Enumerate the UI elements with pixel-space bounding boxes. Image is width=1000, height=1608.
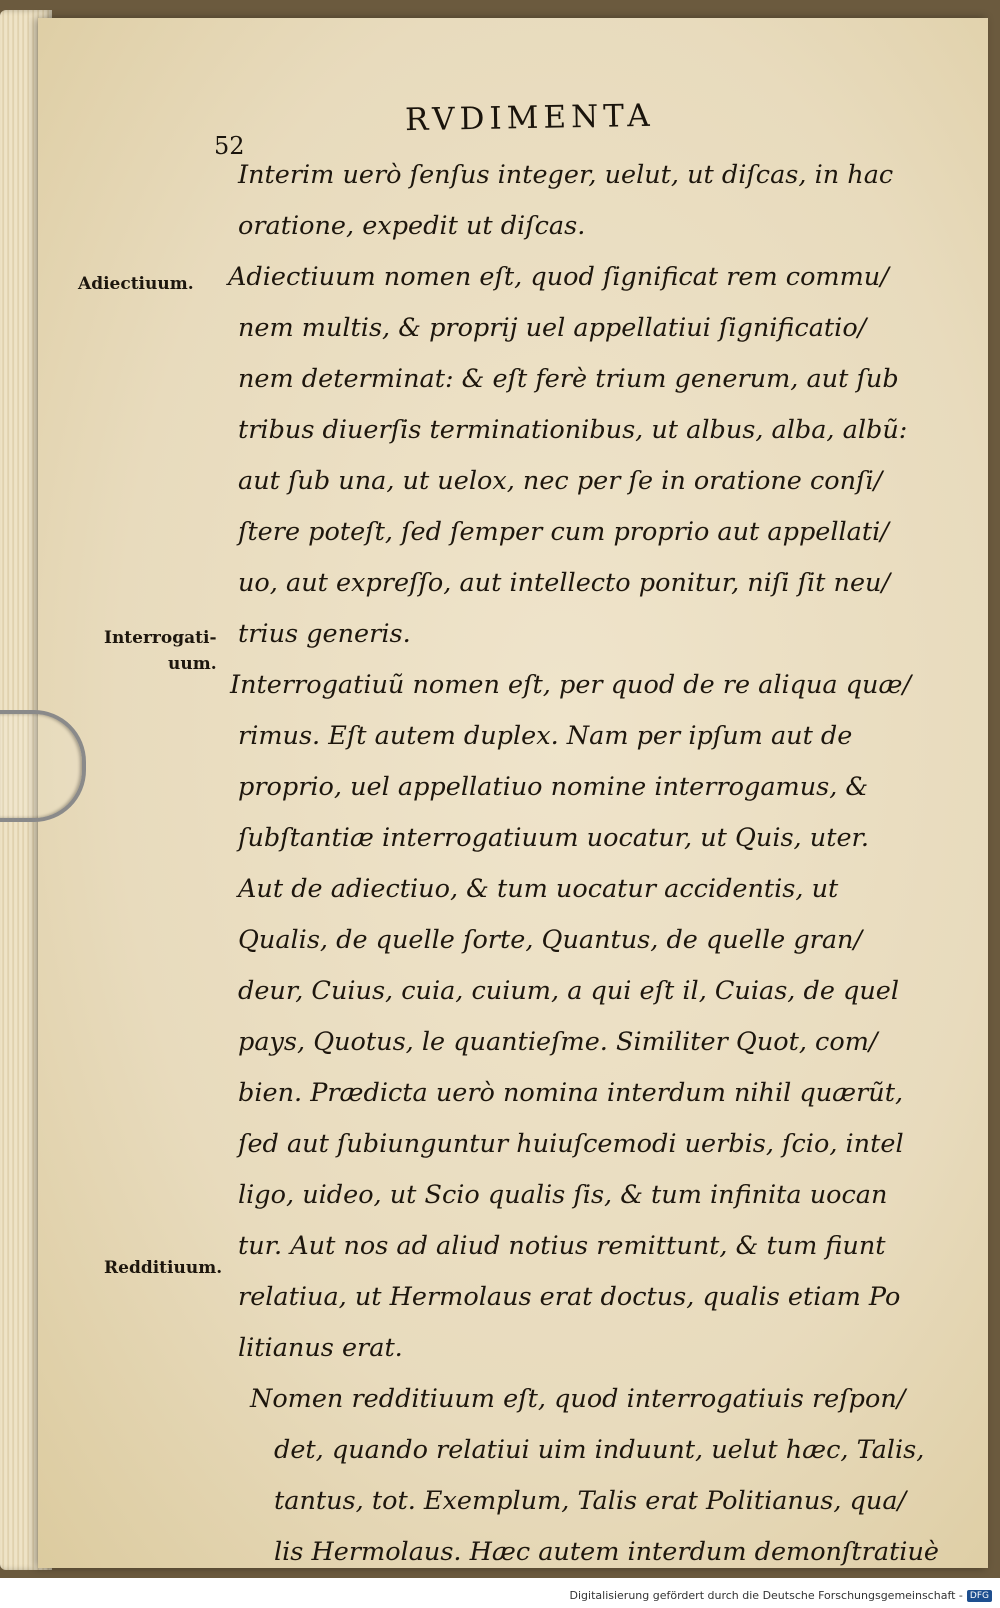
footer-text: Digitalisierung gefördert durch die Deutsche Forschungsgemeinschaft -: [569, 1589, 963, 1602]
text-line: ſtere poteſt, ſed ſemper cum proprio aut appellati/: [238, 517, 889, 547]
text-line: relatiua, ut Hermolaus erat doctus, qualis etiam Po: [238, 1282, 901, 1312]
digitization-credit: [570, 1589, 992, 1602]
text-line: nem multis, & proprij uel appellatiui ſignificatio/: [238, 313, 867, 343]
text-line: Qualis, de quelle ſorte, Quantus, de quelle gran/: [238, 925, 863, 955]
dfg-logo: DFG: [967, 1590, 992, 1602]
running-head: RVDIMENTA: [404, 97, 655, 139]
body-text: [228, 150, 939, 1578]
margin-note-redditiuum: Redditiuum.: [104, 1258, 223, 1278]
text-line: litianus erat.: [238, 1333, 403, 1363]
margin-note-interrogatiuum-2: uum.: [168, 654, 217, 674]
margin-note-interrogatiuum-1: Interrogati-: [104, 628, 217, 648]
text-line: aut ſub una, ut uelox, nec per ſe in oratione conſi/: [238, 466, 883, 496]
text-line: ligo, uideo, ut Scio qualis ſis, & tum infinita uocan: [238, 1180, 888, 1210]
text-line: Adiectiuum nomen eſt, quod ſignificat rem commu/: [228, 262, 889, 292]
text-line: proprio, uel appellatiuo nomine interrogamus, &: [238, 772, 869, 802]
text-line: lis Hermolaus. Hæc autem interdum demonſtratiuè: [274, 1537, 939, 1567]
text-line: pays, Quotus, le quantieſme. Similiter Quot, com/: [238, 1027, 878, 1057]
text-line: ſubſtantiæ interrogatiuum uocatur, ut Quis, uter.: [238, 823, 870, 853]
text-line: Aut de adiectiuo, & tum uocatur accidentis, ut: [238, 874, 839, 904]
text-line: ſed aut ſubiunguntur huiuſcemodi uerbis, ſcio, intel: [238, 1129, 904, 1159]
text-line: tribus diuerſis terminationibus, ut albus, alba, albũ:: [238, 415, 908, 445]
text-line: rimus. Eſt autem duplex. Nam per ipſum aut de: [238, 721, 853, 751]
text-line: nem determinat: & eſt ferè trium generum, aut ſub: [238, 364, 899, 394]
text-line: deur, Cuius, cuia, cuium, a qui eſt il, Cuias, de quel: [238, 976, 900, 1006]
text-line: Interrogatiuũ nomen eſt, per quod de re aliqua quæ/: [230, 670, 912, 700]
text-line: Interim uerò ſenſus integer, uelut, ut diſcas, in hac: [238, 160, 894, 190]
margin-note-adiectiuum: Adiectiuum.: [78, 274, 194, 294]
text-line: uo, aut expreſſo, aut intellecto ponitur, niſi ſit neu/: [238, 568, 891, 598]
text-line: tur. Aut nos ad aliud notius remittunt, & tum fiunt: [238, 1231, 886, 1261]
text-line: bien. Prædicta uerò nomina interdum nihil quærũt,: [238, 1078, 904, 1108]
text-line: Nomen redditiuum eſt, quod interrogatiuis reſpon/: [250, 1384, 906, 1414]
page-number: 52: [214, 132, 245, 160]
text-line: oratione, expedit ut diſcas.: [238, 211, 586, 241]
text-line: det, quando relatiui uim induunt, uelut hæc, Talis,: [274, 1435, 925, 1465]
text-line: tantus, tot. Exemplum, Talis erat Politianus, qua/: [274, 1486, 907, 1516]
text-line: trius generis.: [238, 619, 411, 649]
